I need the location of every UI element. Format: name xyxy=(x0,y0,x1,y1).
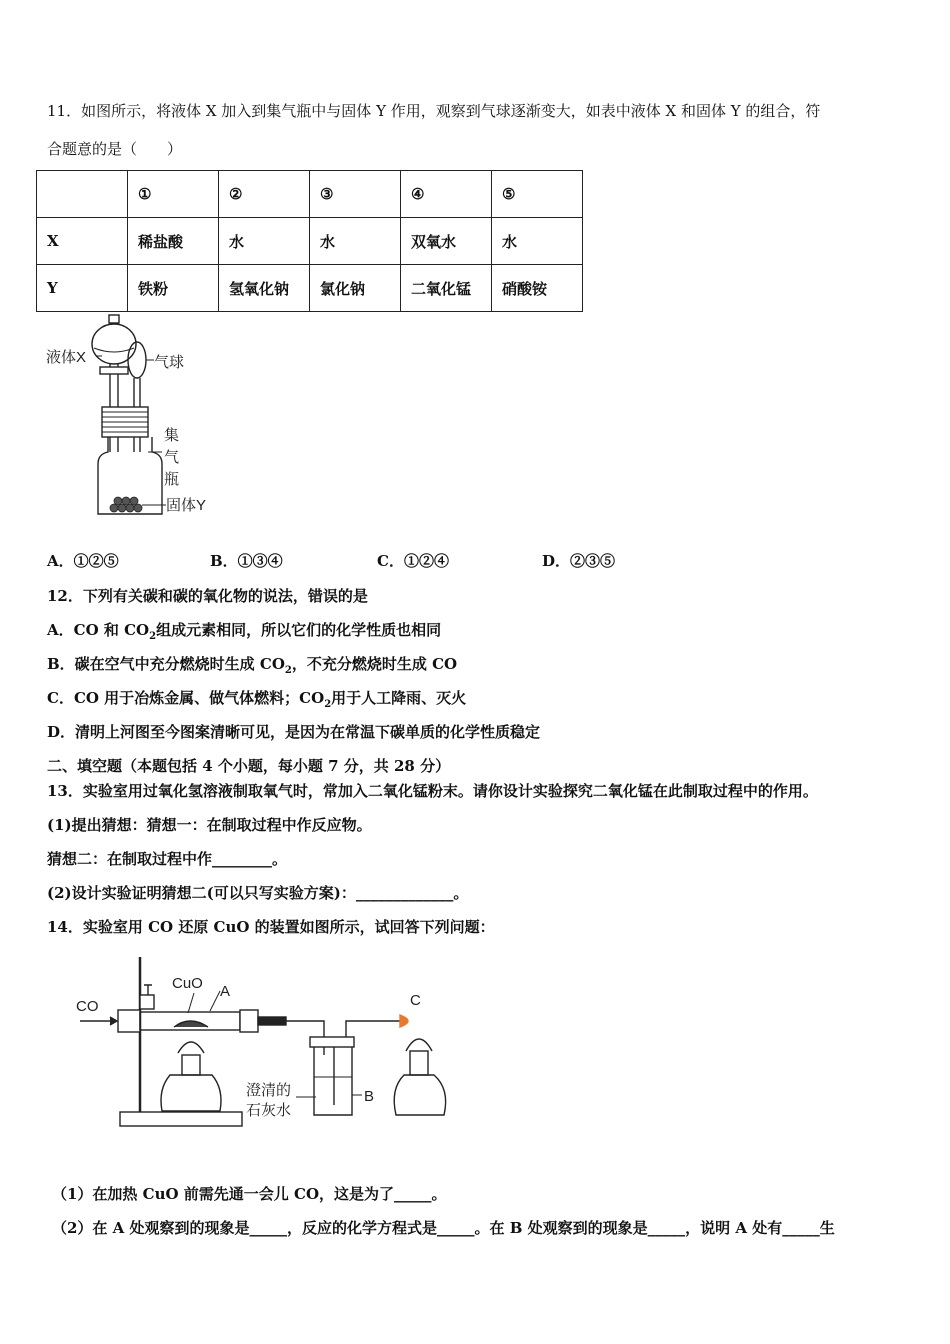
stand-base xyxy=(120,1112,242,1126)
label-limewater-2: 石灰水 xyxy=(246,1102,292,1119)
q12-option-b xyxy=(47,653,457,676)
table-cell: X xyxy=(37,218,128,265)
q14-part1: （1）在加热 CuO 前需先通一会儿 CO，这是为了_____。 xyxy=(52,1185,447,1203)
q11-table xyxy=(36,170,583,312)
q13-part1: (1)提出猜想：猜想一：在制取过程中作反应物。 xyxy=(47,816,372,834)
q12-option-d: D．清明上河图至今图案清晰可见，是因为在常温下碳单质的化学性质稳定 xyxy=(47,723,541,741)
flame xyxy=(400,1015,408,1027)
table-cell: 氯化钠 xyxy=(310,265,401,312)
q14-stem: 14．实验室用 CO 还原 CuO 的装置如图所示，试回答下列问题： xyxy=(47,918,495,936)
q12-a-text-rest: 组成元素相同，所以它们的化学性质也相同 xyxy=(156,621,442,639)
label-c: C xyxy=(410,992,421,1009)
q14-part2: （2）在 A 处观察到的现象是_____，反应的化学方程式是_____。在 B 处观察到的现象是_____，说明 A 处有_____生 xyxy=(52,1219,835,1237)
table-cell: 双氧水 xyxy=(401,218,492,265)
funnel-bulb xyxy=(92,324,136,364)
q13-stem: 13．实验室用过氧化氢溶液制取氧气时，常加入二氧化锰粉末。请你设计实验探究二氧化锰在此制取过程中的作用。 xyxy=(47,782,818,800)
table-cell: ① xyxy=(128,171,219,218)
table-cell: 水 xyxy=(219,218,310,265)
table-cell xyxy=(37,171,128,218)
table-row xyxy=(37,171,583,218)
q11-option-c: C．①②④ xyxy=(377,552,449,570)
label-a: A xyxy=(220,983,231,1000)
label-cuo: CuO xyxy=(172,975,203,992)
q12-b-text: B．碳在空气中充分燃烧时生成 CO xyxy=(47,655,285,673)
q12-a-text: A．CO 和 CO xyxy=(47,621,150,639)
table-cell: ③ xyxy=(310,171,401,218)
table-cell: 硝酸铵 xyxy=(492,265,583,312)
label-b: B xyxy=(364,1088,375,1105)
q14-apparatus-figure xyxy=(70,955,470,1135)
cuo-powder xyxy=(174,1021,208,1027)
label-bottle-3: 瓶 xyxy=(164,471,180,488)
q12-c-text-rest: 用于人工降雨、灭火 xyxy=(331,689,467,707)
q11-apparatus-figure xyxy=(40,312,240,522)
q12-option-a xyxy=(47,619,441,642)
q12-stem: 12．下列有关碳和碳的氧化物的说法，错误的是 xyxy=(47,587,368,605)
q12-c-text: C．CO 用于冶炼金属、做气体燃料；CO xyxy=(47,689,325,707)
q11-stem-line1: 11．如图所示，将液体 X 加入到集气瓶中与固体 Y 作用，观察到气球逐渐变大，如表中液体 X 和固体 Y 的组合，符 xyxy=(47,102,821,120)
label-solid-y: 固体Y xyxy=(166,497,207,514)
table-cell: 水 xyxy=(492,218,583,265)
subscript: 2 xyxy=(284,665,292,676)
table-cell: ④ xyxy=(401,171,492,218)
label-liquid-x: 液体X xyxy=(46,349,87,366)
q12-option-c xyxy=(47,687,466,710)
section-heading: 二、填空题（本题包括 4 个小题，每小题 7 分，共 28 分） xyxy=(47,757,451,775)
label-bottle-1: 集 xyxy=(164,427,180,444)
balloon xyxy=(128,342,146,378)
funnel-stopper xyxy=(109,315,119,323)
q11-option-a: A．①②⑤ xyxy=(47,552,119,570)
q13-part1-guess2: 猜想二：在制取过程中作________。 xyxy=(47,850,288,868)
q11-option-b: B．①③④ xyxy=(210,552,283,570)
table-row xyxy=(37,265,583,312)
limewater-bottle xyxy=(314,1047,352,1115)
q11-option-d: D．②③⑤ xyxy=(542,552,616,570)
label-limewater-1: 澄清的 xyxy=(246,1082,292,1099)
table-cell: Y xyxy=(37,265,128,312)
table-row xyxy=(37,218,583,265)
q11-stem-line2: 合题意的是（ ） xyxy=(47,140,183,158)
stopcock xyxy=(100,367,128,374)
table-cell: ⑤ xyxy=(492,171,583,218)
label-bottle-2: 气 xyxy=(164,449,180,466)
table-cell: 铁粉 xyxy=(128,265,219,312)
q13-part2: (2)设计实验证明猜想二(可以只写实验方案)：_____________。 xyxy=(47,884,469,902)
alcohol-lamp xyxy=(394,1075,445,1115)
table-cell: 二氧化锰 xyxy=(401,265,492,312)
table-cell: 水 xyxy=(310,218,401,265)
alcohol-lamp xyxy=(161,1075,221,1111)
q12-b-text-rest: ，不充分燃烧时生成 CO xyxy=(291,655,458,673)
table-cell: 稀盐酸 xyxy=(128,218,219,265)
label-co: CO xyxy=(76,998,99,1015)
table-cell: ② xyxy=(219,171,310,218)
label-balloon: 气球 xyxy=(154,354,185,371)
subscript: 2 xyxy=(324,699,332,710)
subscript: 2 xyxy=(149,631,157,642)
table-cell: 氢氧化钠 xyxy=(219,265,310,312)
